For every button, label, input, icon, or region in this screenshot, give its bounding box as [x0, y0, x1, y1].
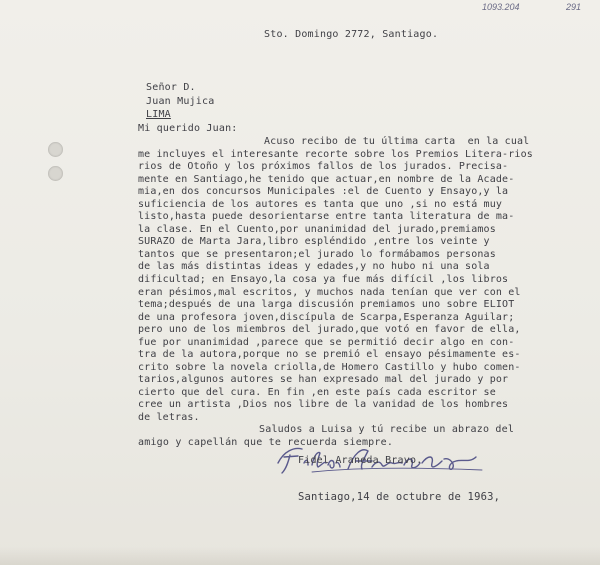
archive-reference: 1093.204 [482, 2, 520, 12]
body-line: eran pésimos,mal escritos, y muchos nada tenían que ver con el [138, 286, 521, 298]
punch-hole-top [48, 142, 63, 157]
body-line: tarios,algunos autores se han expresado mal del jurado y por [138, 374, 509, 386]
body-line: cierto que del cura. En fin ,en este país cada escritor se [138, 386, 496, 398]
sender-address: Sto. Domingo 2772, Santiago. [264, 29, 439, 40]
body-line: rios de Otoño y los próximos fallos de los jurados. Precisa- [138, 161, 509, 173]
letter-body [138, 136, 533, 425]
closing-line-2: amigo y capellán que te recuerda siempre. [138, 437, 394, 448]
recipient-name: Juan Mujica [146, 96, 215, 107]
salutation: Mi querido Juan: [138, 123, 238, 134]
recipient-city: LIMA [146, 109, 171, 120]
body-line: Acuso recibo de tu última carta en la cual [264, 136, 530, 147]
body-line: dificultad; en Ensayo,la cosa ya fue más difícil ,los libros [138, 274, 509, 286]
body-line: crito sobre la novela criolla,de Homero Castillo y hubo comen- [138, 361, 521, 373]
body-line: listo,hasta puede desorientarse entre tanta literatura de ma- [138, 211, 515, 223]
body-line: mia,en dos concursos Municipales :el de Cuento y Ensayo,y la [138, 186, 509, 198]
scan-shadow [0, 547, 600, 565]
body-line: suficiencia de los autores es tanta que uno ,si no está muy [138, 198, 503, 210]
letter-date: Santiago,14 de octubre de 1963, [298, 491, 501, 503]
body-line: de una profesora joven,discípula de Scarpa,Esperanza Aguilar; [138, 311, 515, 323]
typed-signature-name: Fidel Araneda Bravo. [298, 455, 423, 466]
body-line: cree un artista ,Dios nos libre de la vanidad de los hombres [138, 399, 509, 411]
body-line: tantos que se presentaron;el jurado lo formábamos personas [138, 248, 496, 260]
closing-line-1: Saludos a Luisa y tú recibe un abrazo del [259, 424, 515, 435]
body-line: tema;después de una larga discusión premiamos uno sobre ELIOT [138, 299, 515, 311]
body-line: me incluyes el interesante recorte sobre los Premios Litera-rios [138, 148, 533, 160]
body-line: SURAZO de Marta Jara,libro espléndido ,entre los veinte y [138, 236, 490, 248]
body-line: de las más distintas ideas y edades,y no hubo ni una sola [138, 261, 490, 273]
body-line: de letras. [138, 412, 200, 424]
archive-page-number: 291 [566, 2, 582, 12]
recipient-title: Señor D. [146, 82, 196, 93]
punch-hole-bottom [48, 166, 63, 181]
body-line: tra de la autora,porque no se premió el ensayo pésimamente es- [138, 349, 521, 361]
body-line: la clase. En el Cuento,por unanimidad del jurado,premiamos [138, 223, 496, 235]
body-line: mente en Santiago,he tenido que actuar,en nombre de la Acade- [138, 173, 515, 185]
body-line: fue por unanimidad ,parece que se permitió decir algo en con- [138, 336, 515, 348]
body-line: pero uno de los miembros del jurado,que votó en favor de ella, [138, 324, 521, 336]
